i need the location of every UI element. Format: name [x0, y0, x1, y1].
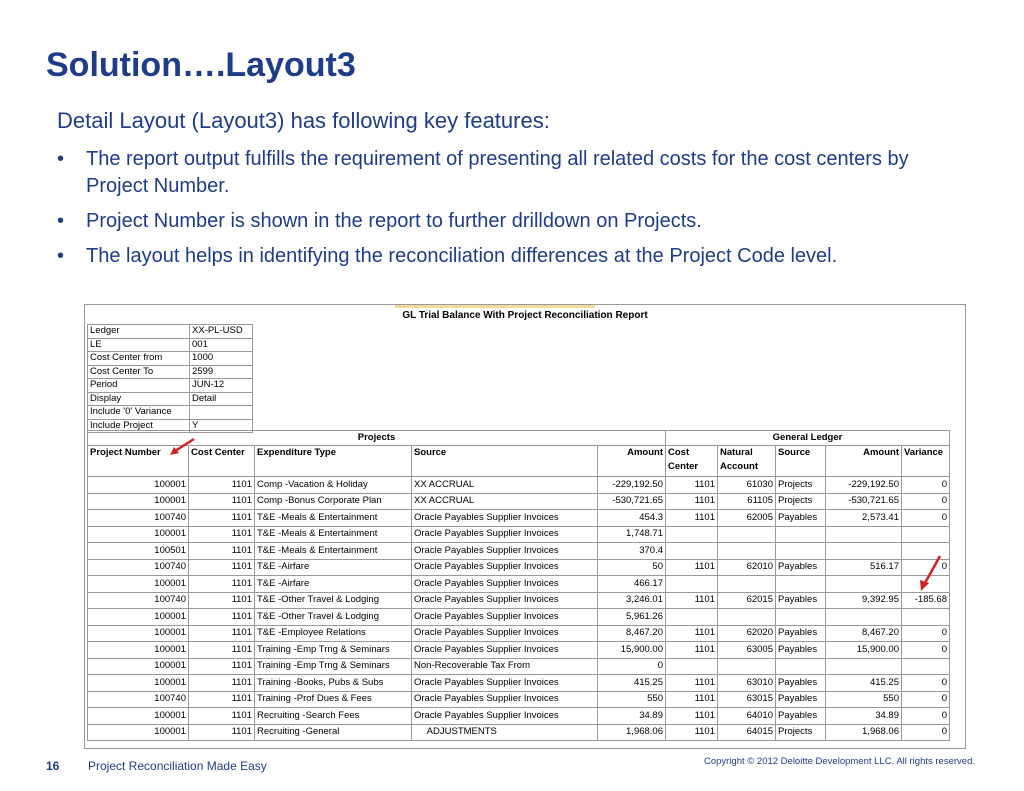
source-cell: ADJUSTMENTS: [412, 724, 598, 741]
natural-account-cell: [718, 658, 776, 675]
gl-source-cell: Payables: [776, 625, 826, 642]
header-gl-cost-center: [666, 446, 718, 477]
gl-source-cell: [776, 576, 826, 593]
project-number-cell: 100740: [88, 691, 189, 708]
parameter-row: [88, 392, 253, 406]
report-data-table: [87, 430, 950, 741]
gl-amount-cell: 1,968.06: [826, 724, 902, 741]
gl-cost-center-cell: 1101: [666, 493, 718, 510]
cost-center-cell: 1101: [189, 543, 255, 560]
report-title: GL Trial Balance With Project Reconciliation Report: [402, 310, 648, 321]
gl-amount-cell: [826, 658, 902, 675]
natural-account-cell: [718, 609, 776, 626]
expenditure-type-cell: Training -Emp Trng & Seminars: [255, 642, 412, 659]
group-header-row: [88, 431, 950, 446]
variance-cell: 0: [902, 708, 950, 725]
table-row: [88, 609, 950, 626]
parameter-label: Ledger: [88, 325, 190, 339]
table-row: [88, 724, 950, 741]
parameter-row: [88, 406, 253, 420]
parameter-label: Include '0' Variance: [88, 406, 190, 420]
variance-cell: -185.68: [902, 592, 950, 609]
parameter-row: [88, 338, 253, 352]
header-variance: Variance: [902, 446, 950, 477]
table-row: [88, 642, 950, 659]
amount-cell: 466.17: [598, 576, 666, 593]
amount-cell: 34.89: [598, 708, 666, 725]
cost-center-cell: 1101: [189, 609, 255, 626]
table-row: [88, 477, 950, 494]
cost-center-cell: 1101: [189, 724, 255, 741]
report-top-accent: [395, 305, 595, 308]
natural-account-cell: 61030: [718, 477, 776, 494]
source-cell: Oracle Payables Supplier Invoices: [412, 592, 598, 609]
gl-amount-cell: 516.17: [826, 559, 902, 576]
project-number-cell: 100001: [88, 724, 189, 741]
gl-amount-cell: 15,900.00: [826, 642, 902, 659]
intro-text: Detail Layout (Layout3) has following key features:: [57, 108, 550, 133]
gl-cost-center-cell: 1101: [666, 642, 718, 659]
expenditure-type-cell: T&E -Airfare: [255, 576, 412, 593]
bullet-text: Project Number is shown in the report to further drilldown on Projects.: [86, 210, 702, 232]
parameter-value: Y: [190, 419, 253, 433]
gl-cost-center-cell: [666, 576, 718, 593]
parameter-value: JUN-12: [190, 379, 253, 393]
parameter-label: Period: [88, 379, 190, 393]
project-number-cell: 100001: [88, 576, 189, 593]
report-parameters-table: [87, 324, 253, 433]
header-source: Source: [412, 446, 598, 477]
natural-account-cell: 62015: [718, 592, 776, 609]
parameter-value: XX-PL-USD: [190, 325, 253, 339]
cost-center-cell: 1101: [189, 708, 255, 725]
copyright-text: Copyright © 2012 Deloitte Development LLC. All rights reserved.: [703, 756, 975, 767]
gl-cost-center-cell: 1101: [666, 675, 718, 692]
amount-cell: 1,968.06: [598, 724, 666, 741]
gl-source-cell: Payables: [776, 510, 826, 527]
expenditure-type-cell: T&E -Meals & Entertainment: [255, 543, 412, 560]
project-number-cell: 100001: [88, 477, 189, 494]
variance-cell: [902, 658, 950, 675]
footer-text: Project Reconciliation Made Easy: [88, 759, 267, 773]
amount-cell: 15,900.00: [598, 642, 666, 659]
header-gl-amount: Amount: [826, 446, 902, 477]
variance-cell: 0: [902, 691, 950, 708]
source-cell: Oracle Payables Supplier Invoices: [412, 708, 598, 725]
parameter-label: Cost Center To: [88, 365, 190, 379]
bullet-text: The report output fulfills the requirement of presenting all related costs for the cost centers by Project Number.: [86, 148, 909, 197]
variance-cell: 0: [902, 510, 950, 527]
table-row: [88, 592, 950, 609]
variance-cell: 0: [902, 724, 950, 741]
bullet-item: [57, 243, 917, 270]
expenditure-type-cell: T&E -Airfare: [255, 559, 412, 576]
natural-account-cell: [718, 526, 776, 543]
natural-account-cell: [718, 543, 776, 560]
expenditure-type-cell: T&E -Other Travel & Lodging: [255, 609, 412, 626]
expenditure-type-cell: T&E -Meals & Entertainment: [255, 526, 412, 543]
gl-source-cell: Projects: [776, 724, 826, 741]
parameter-value: 2599: [190, 365, 253, 379]
gl-cost-center-cell: 1101: [666, 724, 718, 741]
header-expenditure-type: Expenditure Type: [255, 446, 412, 477]
bullet-item: [57, 208, 917, 235]
amount-cell: 370.4: [598, 543, 666, 560]
variance-cell: [902, 609, 950, 626]
natural-account-cell: 62010: [718, 559, 776, 576]
page-number: 16: [46, 759, 60, 773]
amount-cell: -530,721.65: [598, 493, 666, 510]
table-row: [88, 708, 950, 725]
variance-cell: 0: [902, 477, 950, 494]
header-gl-cost-center-line2: Center: [668, 461, 699, 472]
gl-source-cell: [776, 609, 826, 626]
table-row: [88, 493, 950, 510]
source-cell: Non-Recoverable Tax From: [412, 658, 598, 675]
natural-account-cell: 64015: [718, 724, 776, 741]
project-number-cell: 100001: [88, 642, 189, 659]
parameter-value: [190, 406, 253, 420]
header-gl-cost-center-line1: Cost: [668, 447, 690, 458]
header-natural-account-line2: Account: [720, 461, 758, 472]
project-number-cell: 100001: [88, 658, 189, 675]
cost-center-cell: 1101: [189, 576, 255, 593]
cost-center-cell: 1101: [189, 691, 255, 708]
expenditure-type-cell: Training -Emp Trng & Seminars: [255, 658, 412, 675]
amount-cell: 454.3: [598, 510, 666, 527]
variance-cell: 0: [902, 642, 950, 659]
table-row: [88, 559, 950, 576]
variance-cell: 0: [902, 559, 950, 576]
amount-cell: 415.25: [598, 675, 666, 692]
project-number-cell: 100001: [88, 708, 189, 725]
header-cost-center: Cost Center: [189, 446, 255, 477]
table-row: [88, 526, 950, 543]
source-cell: Oracle Payables Supplier Invoices: [412, 675, 598, 692]
natural-account-cell: 61105: [718, 493, 776, 510]
gl-amount-cell: 550: [826, 691, 902, 708]
header-natural-account: [718, 446, 776, 477]
parameter-label: LE: [88, 338, 190, 352]
parameter-row: [88, 379, 253, 393]
parameter-row: [88, 325, 253, 339]
natural-account-cell: 63015: [718, 691, 776, 708]
gl-amount-cell: 415.25: [826, 675, 902, 692]
source-cell: Oracle Payables Supplier Invoices: [412, 691, 598, 708]
source-cell: Oracle Payables Supplier Invoices: [412, 625, 598, 642]
cost-center-cell: 1101: [189, 592, 255, 609]
natural-account-cell: [718, 576, 776, 593]
project-number-cell: 100001: [88, 526, 189, 543]
gl-cost-center-cell: [666, 526, 718, 543]
gl-cost-center-cell: [666, 658, 718, 675]
gl-source-cell: Projects: [776, 477, 826, 494]
column-header-row: [88, 446, 950, 477]
parameter-value: 001: [190, 338, 253, 352]
cost-center-cell: 1101: [189, 642, 255, 659]
gl-amount-cell: [826, 576, 902, 593]
project-number-cell: 100501: [88, 543, 189, 560]
parameter-label: Include Project: [88, 419, 190, 433]
table-row: [88, 625, 950, 642]
project-number-cell: 100001: [88, 493, 189, 510]
natural-account-cell: 64010: [718, 708, 776, 725]
natural-account-cell: 63005: [718, 642, 776, 659]
gl-amount-cell: -530,721.65: [826, 493, 902, 510]
bullet-icon: •: [57, 210, 65, 232]
source-cell: Oracle Payables Supplier Invoices: [412, 510, 598, 527]
variance-cell: 0: [902, 493, 950, 510]
table-row: [88, 543, 950, 560]
parameter-row: [88, 352, 253, 366]
gl-amount-cell: [826, 543, 902, 560]
header-project-number: Project Number: [88, 446, 189, 477]
cost-center-cell: 1101: [189, 559, 255, 576]
expenditure-type-cell: Comp -Vacation & Holiday: [255, 477, 412, 494]
expenditure-type-cell: T&E -Meals & Entertainment: [255, 510, 412, 527]
natural-account-cell: 62005: [718, 510, 776, 527]
gl-source-cell: Payables: [776, 691, 826, 708]
source-cell: XX ACCRUAL: [412, 477, 598, 494]
source-cell: Oracle Payables Supplier Invoices: [412, 526, 598, 543]
cost-center-cell: 1101: [189, 510, 255, 527]
expenditure-type-cell: Training -Books, Pubs & Subs: [255, 675, 412, 692]
gl-cost-center-cell: 1101: [666, 691, 718, 708]
amount-cell: 5,961.26: [598, 609, 666, 626]
variance-cell: 0: [902, 675, 950, 692]
gl-cost-center-cell: 1101: [666, 625, 718, 642]
amount-cell: 550: [598, 691, 666, 708]
header-amount: Amount: [598, 446, 666, 477]
group-general-ledger: General Ledger: [666, 431, 950, 446]
source-cell: Oracle Payables Supplier Invoices: [412, 543, 598, 560]
amount-cell: 1,748.71: [598, 526, 666, 543]
table-row: [88, 658, 950, 675]
parameter-label: Display: [88, 392, 190, 406]
bullet-list: [57, 146, 917, 278]
project-number-cell: 100001: [88, 609, 189, 626]
project-number-cell: 100740: [88, 510, 189, 527]
natural-account-cell: 63010: [718, 675, 776, 692]
gl-cost-center-cell: 1101: [666, 477, 718, 494]
expenditure-type-cell: T&E -Other Travel & Lodging: [255, 592, 412, 609]
table-row: [88, 691, 950, 708]
expenditure-type-cell: Recruiting -General: [255, 724, 412, 741]
project-number-cell: 100740: [88, 592, 189, 609]
cost-center-cell: 1101: [189, 675, 255, 692]
source-cell: XX ACCRUAL: [412, 493, 598, 510]
amount-cell: 8,467.20: [598, 625, 666, 642]
cost-center-cell: 1101: [189, 658, 255, 675]
bullet-item: [57, 146, 917, 200]
bullet-icon: •: [57, 245, 65, 267]
gl-amount-cell: [826, 526, 902, 543]
gl-source-cell: Payables: [776, 708, 826, 725]
parameter-value: 1000: [190, 352, 253, 366]
gl-source-cell: Payables: [776, 675, 826, 692]
gl-cost-center-cell: 1101: [666, 510, 718, 527]
gl-amount-cell: 34.89: [826, 708, 902, 725]
table-row: [88, 576, 950, 593]
report-screenshot: [84, 304, 966, 749]
gl-source-cell: [776, 658, 826, 675]
expenditure-type-cell: Recruiting -Search Fees: [255, 708, 412, 725]
gl-cost-center-cell: [666, 609, 718, 626]
expenditure-type-cell: T&E -Employee Relations: [255, 625, 412, 642]
expenditure-type-cell: Comp -Bonus Corporate Plan: [255, 493, 412, 510]
variance-cell: [902, 526, 950, 543]
gl-cost-center-cell: 1101: [666, 592, 718, 609]
source-cell: Oracle Payables Supplier Invoices: [412, 559, 598, 576]
gl-source-cell: Payables: [776, 592, 826, 609]
gl-cost-center-cell: [666, 543, 718, 560]
amount-cell: -229,192.50: [598, 477, 666, 494]
bullet-text: The layout helps in identifying the reconciliation differences at the Project Code level.: [86, 245, 838, 267]
cost-center-cell: 1101: [189, 477, 255, 494]
gl-source-cell: Payables: [776, 559, 826, 576]
red-arrow-icon-project-number: [167, 436, 197, 458]
group-projects: Projects: [88, 431, 666, 446]
variance-cell: 0: [902, 625, 950, 642]
header-natural-account-line1: Natural: [720, 447, 753, 458]
project-number-cell: 100740: [88, 559, 189, 576]
gl-source-cell: [776, 543, 826, 560]
parameter-label: Cost Center from: [88, 352, 190, 366]
source-cell: Oracle Payables Supplier Invoices: [412, 576, 598, 593]
gl-amount-cell: 9,392.95: [826, 592, 902, 609]
gl-source-cell: Projects: [776, 493, 826, 510]
gl-amount-cell: [826, 609, 902, 626]
cost-center-cell: 1101: [189, 493, 255, 510]
project-number-cell: 100001: [88, 625, 189, 642]
amount-cell: 50: [598, 559, 666, 576]
table-row: [88, 675, 950, 692]
header-gl-source: Source: [776, 446, 826, 477]
gl-amount-cell: 8,467.20: [826, 625, 902, 642]
natural-account-cell: 62020: [718, 625, 776, 642]
expenditure-type-cell: Training -Prof Dues & Fees: [255, 691, 412, 708]
gl-cost-center-cell: 1101: [666, 559, 718, 576]
project-number-cell: 100001: [88, 675, 189, 692]
bullet-icon: •: [57, 148, 65, 170]
gl-source-cell: [776, 526, 826, 543]
slide-title: Solution….Layout3: [46, 46, 356, 84]
parameter-value: Detail: [190, 392, 253, 406]
source-cell: Oracle Payables Supplier Invoices: [412, 642, 598, 659]
red-arrow-icon-variance: [915, 553, 945, 593]
gl-source-cell: Payables: [776, 642, 826, 659]
table-row: [88, 510, 950, 527]
amount-cell: 3,246.01: [598, 592, 666, 609]
source-cell: Oracle Payables Supplier Invoices: [412, 609, 598, 626]
gl-amount-cell: 2,573.41: [826, 510, 902, 527]
gl-amount-cell: -229,192.50: [826, 477, 902, 494]
gl-cost-center-cell: 1101: [666, 708, 718, 725]
cost-center-cell: 1101: [189, 625, 255, 642]
amount-cell: 0: [598, 658, 666, 675]
cost-center-cell: 1101: [189, 526, 255, 543]
parameter-row: [88, 365, 253, 379]
